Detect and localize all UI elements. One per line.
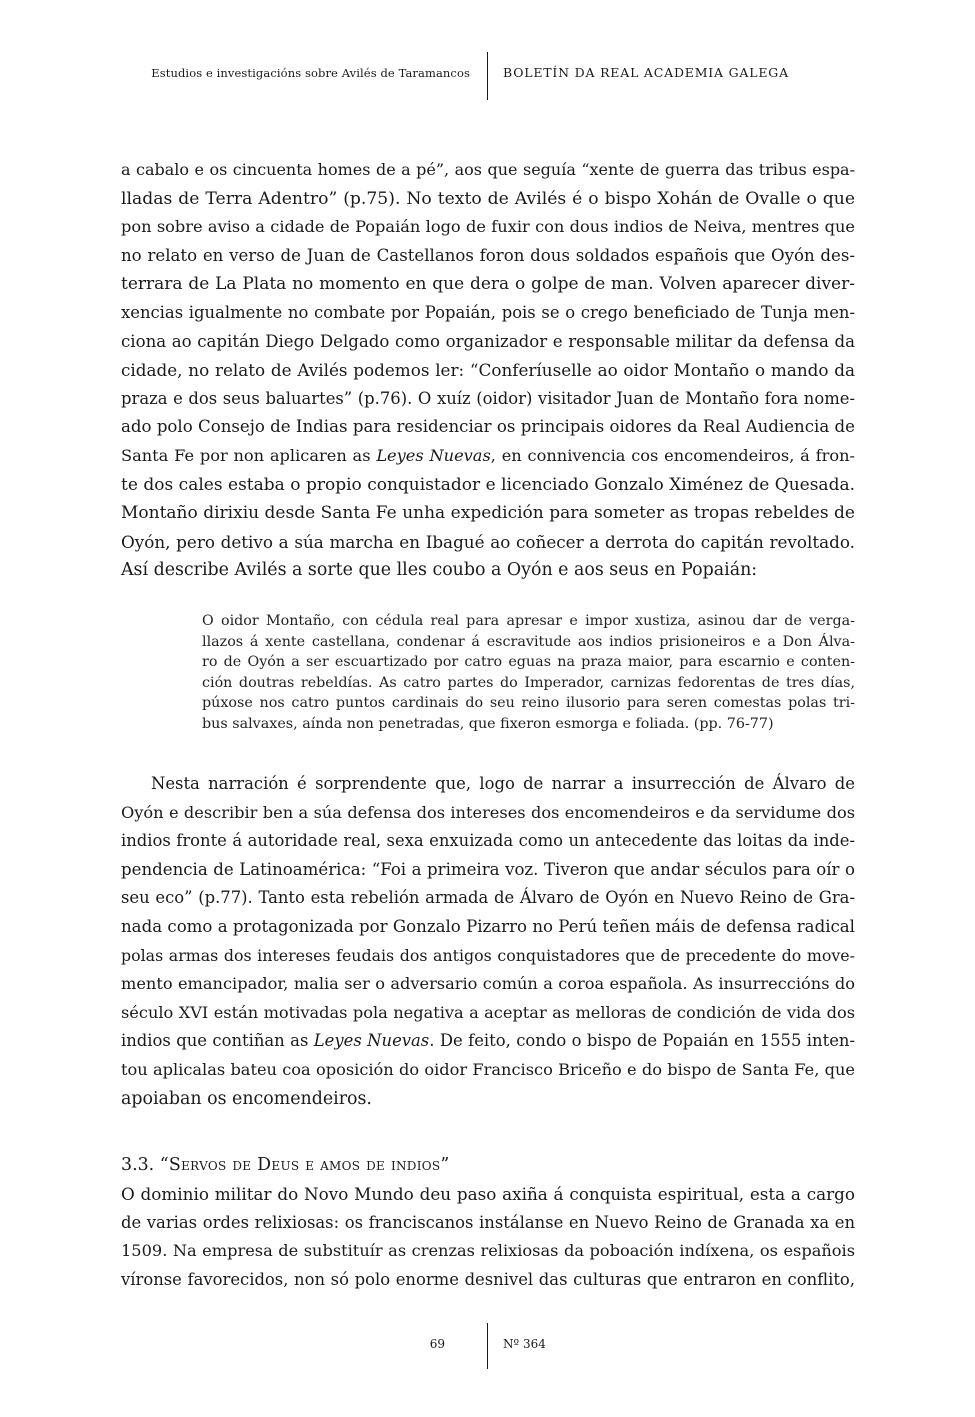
text-line: seu eco” (p.77). Tanto esta rebelión armada de Álvaro de Oyón en Nuevo Reino de Gra- bbox=[121, 888, 855, 908]
text-line: a cabalo e os cincuenta homes de a pé”, aos que seguía “xente de guerra das tribus espa- bbox=[121, 160, 855, 179]
section-title: “Servos de Deus e amos de indios” bbox=[159, 1155, 450, 1175]
text-line: 1509. Na empresa de substituír as crenzas relixiosas da poboación indíxena, os españois bbox=[121, 1241, 855, 1261]
text-line bbox=[121, 442, 855, 471]
text-line: século XVI están motivadas pola negativa a aceptar as melloras de condición de vida dos bbox=[121, 1002, 855, 1022]
text-line: cidade, no relato de Avilés podemos ler: “Conferíuselle ao oidor Montaño o mando da bbox=[121, 360, 855, 381]
text-line: Nesta narración é sorprendente que, logo de narrar a insurrección de Álvaro de bbox=[151, 774, 855, 793]
paragraph-2 bbox=[121, 770, 855, 1113]
page-number: 69 bbox=[429, 1337, 445, 1351]
quote-line: ción doutras rebeldías. As catro partes do Imperador, carnizas fedorentas de tres días, bbox=[202, 674, 855, 691]
text-line: Oyón, pero detivo a súa marcha en Ibagué ao coñecer a derrota do capitán revoltado. bbox=[121, 531, 855, 552]
header-journal-title: BOLETÍN DA REAL ACADEMIA GALEGA bbox=[503, 65, 789, 80]
text-line: Oyón e describir ben a súa defensa dos intereses dos encomendeiros e da servidume dos bbox=[121, 802, 855, 822]
text-segment: , en connivencia cos encomendeiros, á fron- bbox=[490, 445, 855, 465]
text-line: polas armas dos intereses feudais dos antigos conquistadores que de precedente do move- bbox=[121, 945, 855, 965]
text-line: O dominio militar do Novo Mundo deu paso axiña á conquista espiritual, esta a cargo bbox=[121, 1184, 855, 1204]
header-divider bbox=[487, 52, 488, 100]
text-segment: . De feito, condo o bispo de Popaián en 1555 inten- bbox=[429, 1031, 855, 1051]
text-line: apoiaban os encomendeiros. bbox=[121, 1088, 372, 1109]
header-left-title: Estudios e investigacións sobre Avilés de Taramancos bbox=[151, 66, 470, 80]
section-number: 3.3. bbox=[121, 1155, 155, 1175]
paragraph-1 bbox=[121, 156, 855, 585]
text-line: víronse favorecidos, non só polo enorme desnivel das culturas que entraron en conflito, bbox=[121, 1269, 855, 1289]
quote-line: bus salvaxes, aínda non penetradas, que fixeron esmorga e foliada. (pp. 76-77) bbox=[202, 715, 774, 732]
running-header bbox=[0, 52, 975, 100]
text-line: terrara de La Plata no momento en que dera o golpe de man. Volven aparecer diver- bbox=[121, 274, 855, 295]
text-line: ado polo Consejo de Indias para residenciar os principais oidores da Real Audiencia de bbox=[121, 417, 855, 437]
block-quote bbox=[202, 611, 855, 734]
quote-line: púxose nos catro puntos cardinais do seu reino ilusorio para seren comestas polas tri- bbox=[202, 695, 855, 711]
text-line bbox=[121, 1027, 855, 1056]
text-line: de varias ordes relixiosas: os franciscanos instálanse en Nuevo Reino de Granada xa en bbox=[121, 1212, 855, 1232]
text-line: mento emancipador, malia ser o adversario común a coroa española. As insurreccións do bbox=[121, 974, 855, 994]
footer-divider bbox=[487, 1323, 488, 1369]
text-segment: Santa Fe por non aplicaren as bbox=[121, 445, 377, 465]
text-line: te dos cales estaba o propio conquistador e licenciado Gonzalo Ximénez de Quesada. bbox=[121, 474, 855, 495]
paragraph-3 bbox=[121, 1180, 855, 1294]
text-segment: indios que contiñan as bbox=[121, 1031, 314, 1051]
text-line: Así describe Avilés a sorte que lles coubo a Oyón e aos seus en Popaián: bbox=[121, 560, 758, 581]
quote-line: O oidor Montaño, con cédula real para apresar e impor xustiza, asinou dar de verga- bbox=[202, 613, 855, 629]
text-line: praza e dos seus baluartes” (p.76). O xuíz (oidor) visitador Juan de Montaño fora nome- bbox=[121, 388, 855, 408]
quote-line: llazos á xente castellana, condenar á escravitude aos indios prisioneiros e a Don Álva- bbox=[202, 633, 855, 650]
italic-title: Leyes Nuevas bbox=[376, 445, 491, 465]
text-line: pon sobre aviso a cidade de Popaián logo de fuxir con dous indios de Neiva, mentres que bbox=[121, 217, 855, 237]
italic-title: Leyes Nuevas bbox=[313, 1031, 430, 1051]
text-line: lladas de Terra Adentro” (p.75). No texto de Avilés é o bispo Xohán de Ovalle o que bbox=[121, 188, 855, 209]
text-line: indios fronte á autoridade real, sexa enxuizada como un antecedente das loitas da inde- bbox=[121, 831, 855, 851]
text-line: nada como a protagonizada por Gonzalo Pizarro no Perú teñen máis de defensa radical bbox=[121, 916, 855, 936]
section-heading bbox=[121, 1151, 450, 1179]
text-line: ciona ao capitán Diego Delgado como organizador e responsable militar da defensa da bbox=[121, 331, 855, 351]
quote-line: ro de Oyón a ser escuartizado por catro eguas na praza maior, para escarnio e conten- bbox=[202, 654, 855, 670]
text-line: Montaño dirixiu desde Santa Fe unha expedición para someter as tropas rebeldes de bbox=[121, 503, 855, 524]
text-line: tou aplicalas bateu coa oposición do oidor Francisco Briceño e do bispo de Santa Fe, que bbox=[121, 1059, 855, 1079]
text-line: no relato en verso de Juan de Castellanos foron dous soldados españois que Oyón des- bbox=[121, 245, 855, 265]
text-line: pendencia de Latinoamérica: “Foi a primeira voz. Tiveron que andar séculos para oír o bbox=[121, 859, 855, 879]
page-footer bbox=[0, 1323, 975, 1369]
text-line: xencias igualmente no combate por Popaián, pois se o crego beneficiado de Tunja men- bbox=[121, 302, 855, 322]
issue-number: Nº 364 bbox=[503, 1337, 546, 1351]
